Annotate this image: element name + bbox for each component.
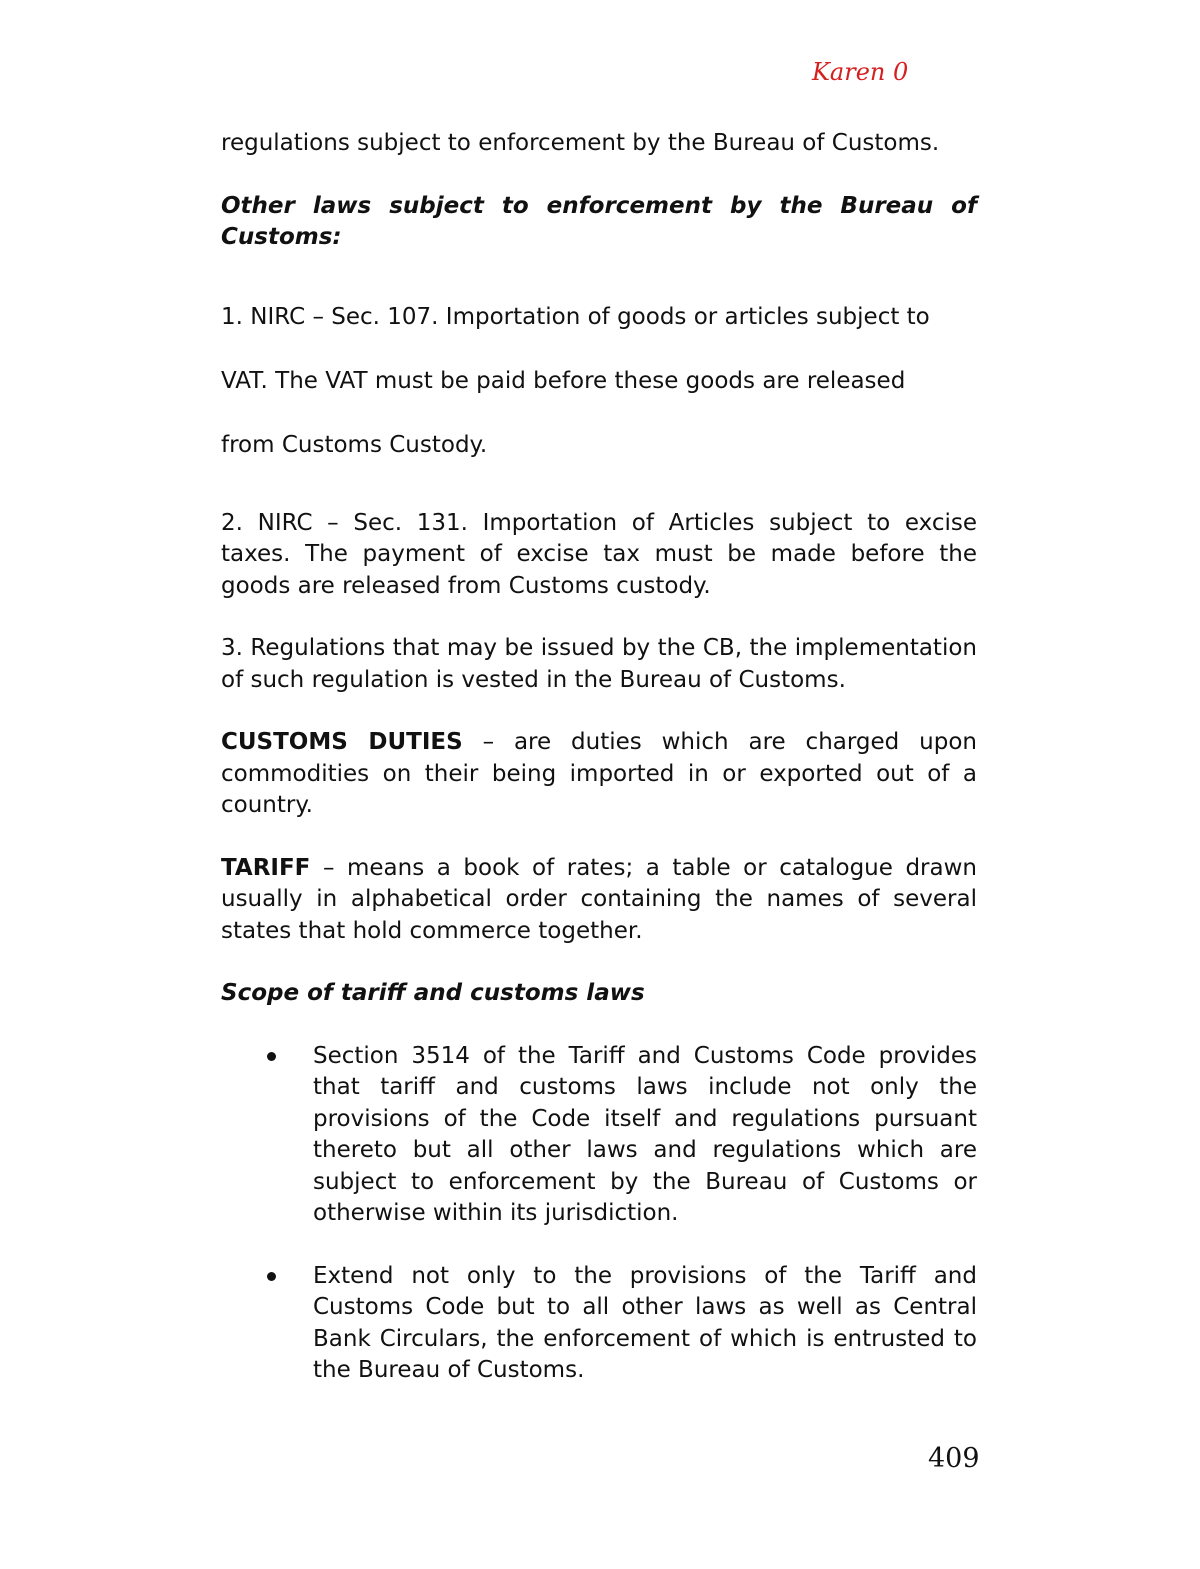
item-1 [221,285,977,477]
intro-paragraph: regulations subject to enforcement by the Bureau of Customs. [221,130,940,156]
header-handwritten-mark: Karen 0 [812,58,909,86]
tariff-text: – means a book of rates; a table or catalogue drawn usually in alphabetical order containing the names of several states that hold commerce together. [221,854,977,944]
customs-duties-definition [221,727,977,822]
tariff-term: TARIFF [221,854,311,881]
list-item [221,1041,977,1230]
bullet-icon [267,1272,276,1281]
item-1-line: VAT. The VAT must be paid before these goods are released [221,367,906,394]
tariff-definition [221,853,977,948]
bullet-icon [267,1052,276,1061]
item-3: 3. Regulations that may be issued by the CB, the implementation of such regulation is vested in the Bureau of Customs. [221,635,977,693]
scope-bullet-list [221,1041,977,1387]
list-item [221,1261,977,1387]
customs-duties-text: – are duties which are charged upon commodities on their being imported in or exported out of a country. [221,729,977,818]
customs-duties-term: CUSTOMS DUTIES [221,729,463,755]
page-number: 409 [928,1443,980,1474]
document-body [221,128,977,1387]
item-2: 2. NIRC – Sec. 131. Importation of Articles subject to excise taxes. The payment of excise tax must be made before the goods are released from Customs custody. [221,509,977,599]
item-1-line: 1. NIRC – Sec. 107. Importation of goods or articles subject to [221,303,930,330]
list-item-text: Extend not only to the provisions of the Tariff and Customs Code but to all other laws as well as Central Bank Circulars, the enforcement of which is entrusted to the Bureau of Customs. [313,1262,977,1383]
other-laws-heading: Other laws subject to enforcement by the Bureau of Customs: [221,192,977,250]
list-item-text: Section 3514 of the Tariff and Customs Code provides that tariff and customs laws include not only the provisions of the Code itself and regulations pursuant thereto but all other laws and regulations which are subject to enforcement by the Bureau of Customs or otherwise within its jurisdiction. [313,1042,977,1226]
scope-heading: Scope of tariff and customs laws [221,980,645,1006]
item-1-line: from Customs Custody. [221,431,488,458]
